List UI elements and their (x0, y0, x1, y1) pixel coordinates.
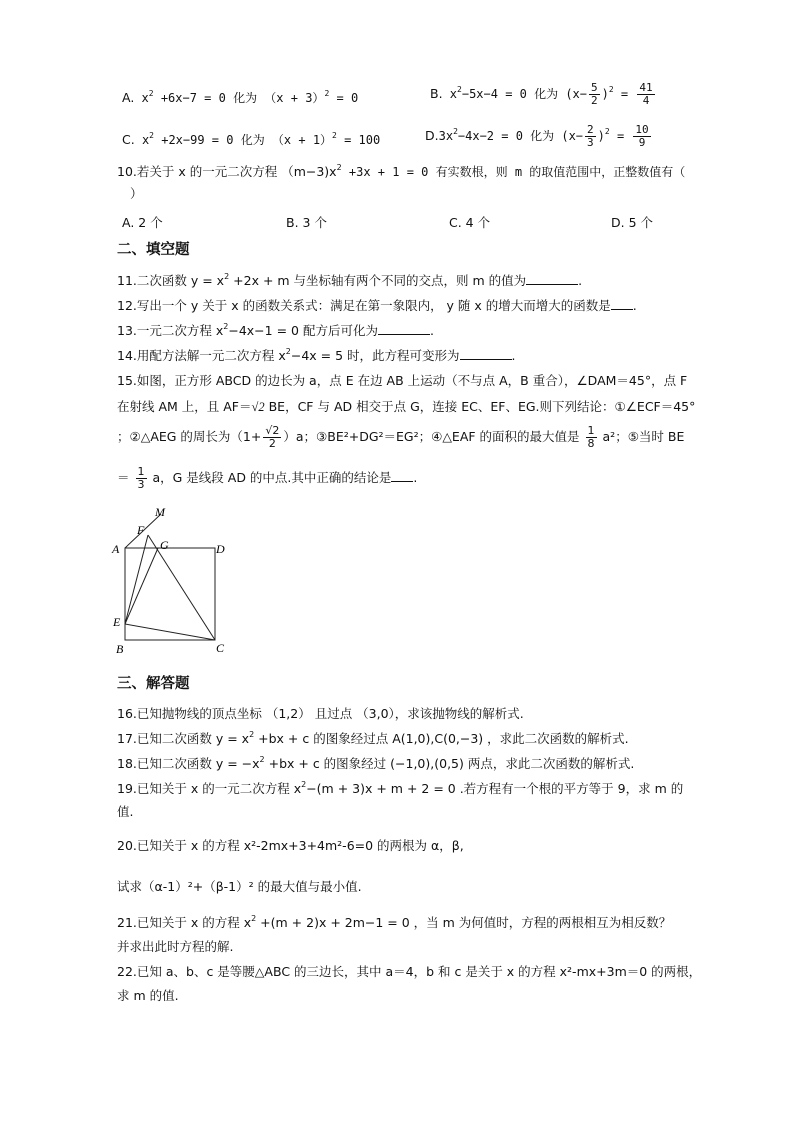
q15-line3: ；②△AEG 的周长为（1+ $\frac{√2}{2}$ ）a；③BE²+DG²＝EG²；④△EAF 的面积的最大值是 $\frac{1}{8}$ a²；⑤当时 BE (117, 424, 685, 450)
q9-option-d: $D.3x^2-4x-2 = 0$ 化为 (x− $\frac{2}{3}$ )$^2$ = $\frac{10}{9}$ (425, 123, 649, 149)
geometry-figure (108, 500, 233, 660)
q18: 18.已知二次函数 $y = -x^2 +bx + c$ 的图象经过 (−1,0),(0,5) 两点，求此二次函数的解析式. (117, 755, 635, 771)
q15-line4: ＝ $\frac{1}{3}$ a，G 是线段 AD 的中点.其中正确的结论是 . (117, 465, 418, 491)
q20-line1: 20.已知关于 x 的方程 x²-2mx+3+4m²-6=0 的两根为 α，β, (117, 838, 464, 853)
q16: 16.已知抛物线的顶点坐标 （1,2） 且过点 （3,0），求该抛物线的解析式. (117, 706, 524, 721)
label-d: D (216, 542, 225, 556)
segment-fc (148, 535, 215, 640)
q19-line1: 19.已知关于 x 的一元二次方程 $x^2-(m + 3)x + m + 2 = 0$ .若方程有一个根的平方等于 9，求 m 的 (117, 780, 684, 796)
q21-line2: 并求出此时方程的解. (117, 939, 234, 954)
q10-option-b: B. 3 个 (286, 215, 327, 230)
q22-line2: 求 m 的值. (117, 988, 179, 1003)
section-heading-fill-blank: 二、填空题 (117, 242, 190, 258)
q21-line1: 21.已知关于 x 的方程 $x^2 +(m + 2)x + 2m-1 = 0$ ，当 m 为何值时，方程的两根相互为相反数？ (117, 914, 672, 930)
q9-option-a: A. $x^2 +6x-7 = 0$ 化为 $(x + 3)^2 = 0$ (122, 89, 359, 105)
q13: 13.一元二次方程 $x^2-4x-1 = 0$ 配方后可化为 . (117, 322, 434, 338)
q15-line2: 在射线 AM 上，且 AF＝√2 BE，CF 与 AD 相交于点 G，连接 EC、EF、EG.则下列结论：①∠ECF＝45° (117, 399, 696, 414)
q10-stem: 10.若关于 x 的一元二次方程 $(m-3)x^2 +3x + 1 = 0$ 有实数根，则 m 的取值范围中，正整数值有（ (117, 163, 686, 179)
q10-option-a: A. 2 个 (122, 215, 163, 230)
q10-option-c: C. 4 个 (449, 215, 491, 230)
label-b: B (116, 642, 124, 656)
label-g: G (160, 538, 169, 552)
section-heading-answers: 三、解答题 (117, 676, 190, 692)
segment-ec (125, 624, 215, 640)
label-m: M (155, 505, 165, 519)
label-f: F (137, 523, 145, 537)
q14: 14.用配方法解一元二次方程 $x^2-4x = 5$ 时，此方程可变形为 . (117, 347, 516, 363)
q10-option-d: D. 5 个 (611, 215, 653, 230)
label-e: E (113, 615, 121, 629)
q12: 12.写出一个 y 关于 x 的函数关系式：满足在第一象限内， y 随 x 的增大而增大的函数是 . (117, 298, 637, 313)
q11: 11.二次函数 $y = x^2 +2x + m$ 与坐标轴有两个不同的交点，则 m 的值为 . (117, 272, 583, 288)
q20-line2: 试求（α-1）²+（β-1）² 的最大值与最小值. (117, 879, 362, 894)
q17: 17.已知二次函数 $y = x^2 +bx + c$ 的图象经过点 A(1,0),C(0,−3) ，求此二次函数的解析式. (117, 730, 629, 746)
q10-stem-close: ） (130, 186, 143, 201)
q19-line2: 值. (117, 804, 134, 819)
label-c: C (216, 641, 225, 655)
q22-line1: 22.已知 a、b、c 是等腰△ABC 的三边长，其中 a＝4，b 和 c 是关于 x 的方程 x²-mx+3m＝0 的两根， (117, 964, 702, 979)
q9-option-c: C. $x^2 +2x-99 = 0$ 化为 $(x + 1)^2 = 100$ (122, 131, 381, 147)
q15-line1: 15.如图，正方形 ABCD 的边长为 a，点 E 在边 AB 上运动（不与点 A，B 重合），∠DAM＝45°，点 F (117, 373, 688, 388)
label-a: A (112, 542, 120, 556)
q9-option-b: B. $x^2-5x-4 = 0$ 化为 (x− $\frac{5}{2}$ )$^2$ = $\frac{41}{4}$ (430, 81, 653, 107)
